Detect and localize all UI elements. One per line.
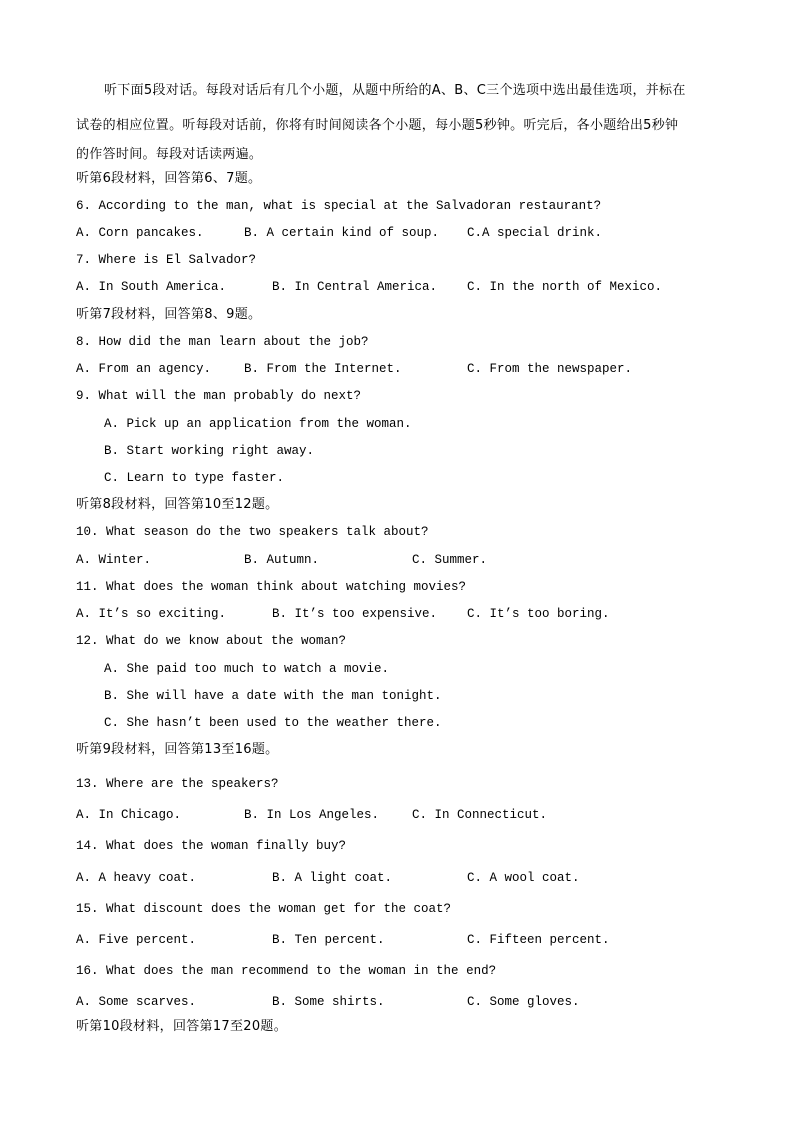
intro-line-1: 听下面5段对话。每段对话后有几个小题，从题中所给的A、B、C三个选项中选出最佳选项，并标在: [104, 83, 686, 98]
q16-option-c: C. Some gloves.: [467, 995, 580, 1009]
q11-option-a: A. It’s so exciting.: [76, 607, 227, 621]
q9-option-a: A. Pick up an application from the woman.: [104, 417, 412, 431]
question-6: 6. According to the man, what is special at the Salvadoran restaurant?: [76, 199, 602, 213]
section-6-heading: 听第6段材料，回答第6、7题。: [76, 171, 262, 186]
q12-option-a: A. She paid too much to watch a movie.: [104, 662, 390, 676]
q7-option-a: A. In South America.: [76, 280, 227, 294]
q13-option-c: C. In Connecticut.: [412, 808, 548, 822]
question-12: 12. What do we know about the woman?: [76, 634, 347, 648]
q12-option-b: B. She will have a date with the man tonight.: [104, 689, 442, 703]
q9-option-c: C. Learn to type faster.: [104, 471, 285, 485]
q10-option-a: A. Winter.: [76, 553, 152, 567]
q10-option-b: B. Autumn.: [244, 553, 320, 567]
question-11: 11. What does the woman think about watching movies?: [76, 580, 467, 594]
q14-option-c: C. A wool coat.: [467, 871, 580, 885]
question-8: 8. How did the man learn about the job?: [76, 335, 369, 349]
section-10-heading: 听第10段材料，回答第17至20题。: [76, 1019, 288, 1034]
q11-option-b: B. It’s too expensive.: [272, 607, 438, 621]
q11-option-c: C. It’s too boring.: [467, 607, 610, 621]
section-7-heading: 听第7段材料，回答第8、9题。: [76, 307, 262, 322]
intro-line-3: 的作答时间。每段对话读两遍。: [76, 147, 263, 162]
q8-option-b: B. From the Internet.: [244, 362, 402, 376]
q8-option-a: A. From an agency.: [76, 362, 212, 376]
q13-option-a: A. In Chicago.: [76, 808, 182, 822]
q6-option-c: C.A special drink.: [467, 226, 603, 240]
q14-option-b: B. A light coat.: [272, 871, 393, 885]
question-10: 10. What season do the two speakers talk about?: [76, 525, 429, 539]
q10-option-c: C. Summer.: [412, 553, 488, 567]
q8-option-c: C. From the newspaper.: [467, 362, 633, 376]
q15-option-b: B. Ten percent.: [272, 933, 385, 947]
q13-option-b: B. In Los Angeles.: [244, 808, 380, 822]
question-13: 13. Where are the speakers?: [76, 777, 279, 791]
question-9: 9. What will the man probably do next?: [76, 389, 362, 403]
q12-option-c: C. She hasn’t been used to the weather there.: [104, 716, 442, 730]
intro-line-2: 试卷的相应位置。听每段对话前，你将有时间阅读各个小题，每小题5秒钟。听完后，各小题给出5秒钟: [76, 118, 679, 133]
q7-option-c: C. In the north of Mexico.: [467, 280, 663, 294]
section-8-heading: 听第8段材料，回答第10至12题。: [76, 497, 279, 512]
q7-option-b: B. In Central America.: [272, 280, 438, 294]
q15-option-a: A. Five percent.: [76, 933, 197, 947]
q9-option-b: B. Start working right away.: [104, 444, 315, 458]
section-9-heading: 听第9段材料，回答第13至16题。: [76, 742, 279, 757]
question-16: 16. What does the man recommend to the woman in the end?: [76, 964, 497, 978]
question-15: 15. What discount does the woman get for the coat?: [76, 902, 452, 916]
q15-option-c: C. Fifteen percent.: [467, 933, 610, 947]
q6-option-a: A. Corn pancakes.: [76, 226, 204, 240]
q16-option-a: A. Some scarves.: [76, 995, 197, 1009]
q6-option-b: B. A certain kind of soup.: [244, 226, 440, 240]
question-7: 7. Where is El Salvador?: [76, 253, 257, 267]
q16-option-b: B. Some shirts.: [272, 995, 385, 1009]
q14-option-a: A. A heavy coat.: [76, 871, 197, 885]
question-14: 14. What does the woman finally buy?: [76, 839, 347, 853]
